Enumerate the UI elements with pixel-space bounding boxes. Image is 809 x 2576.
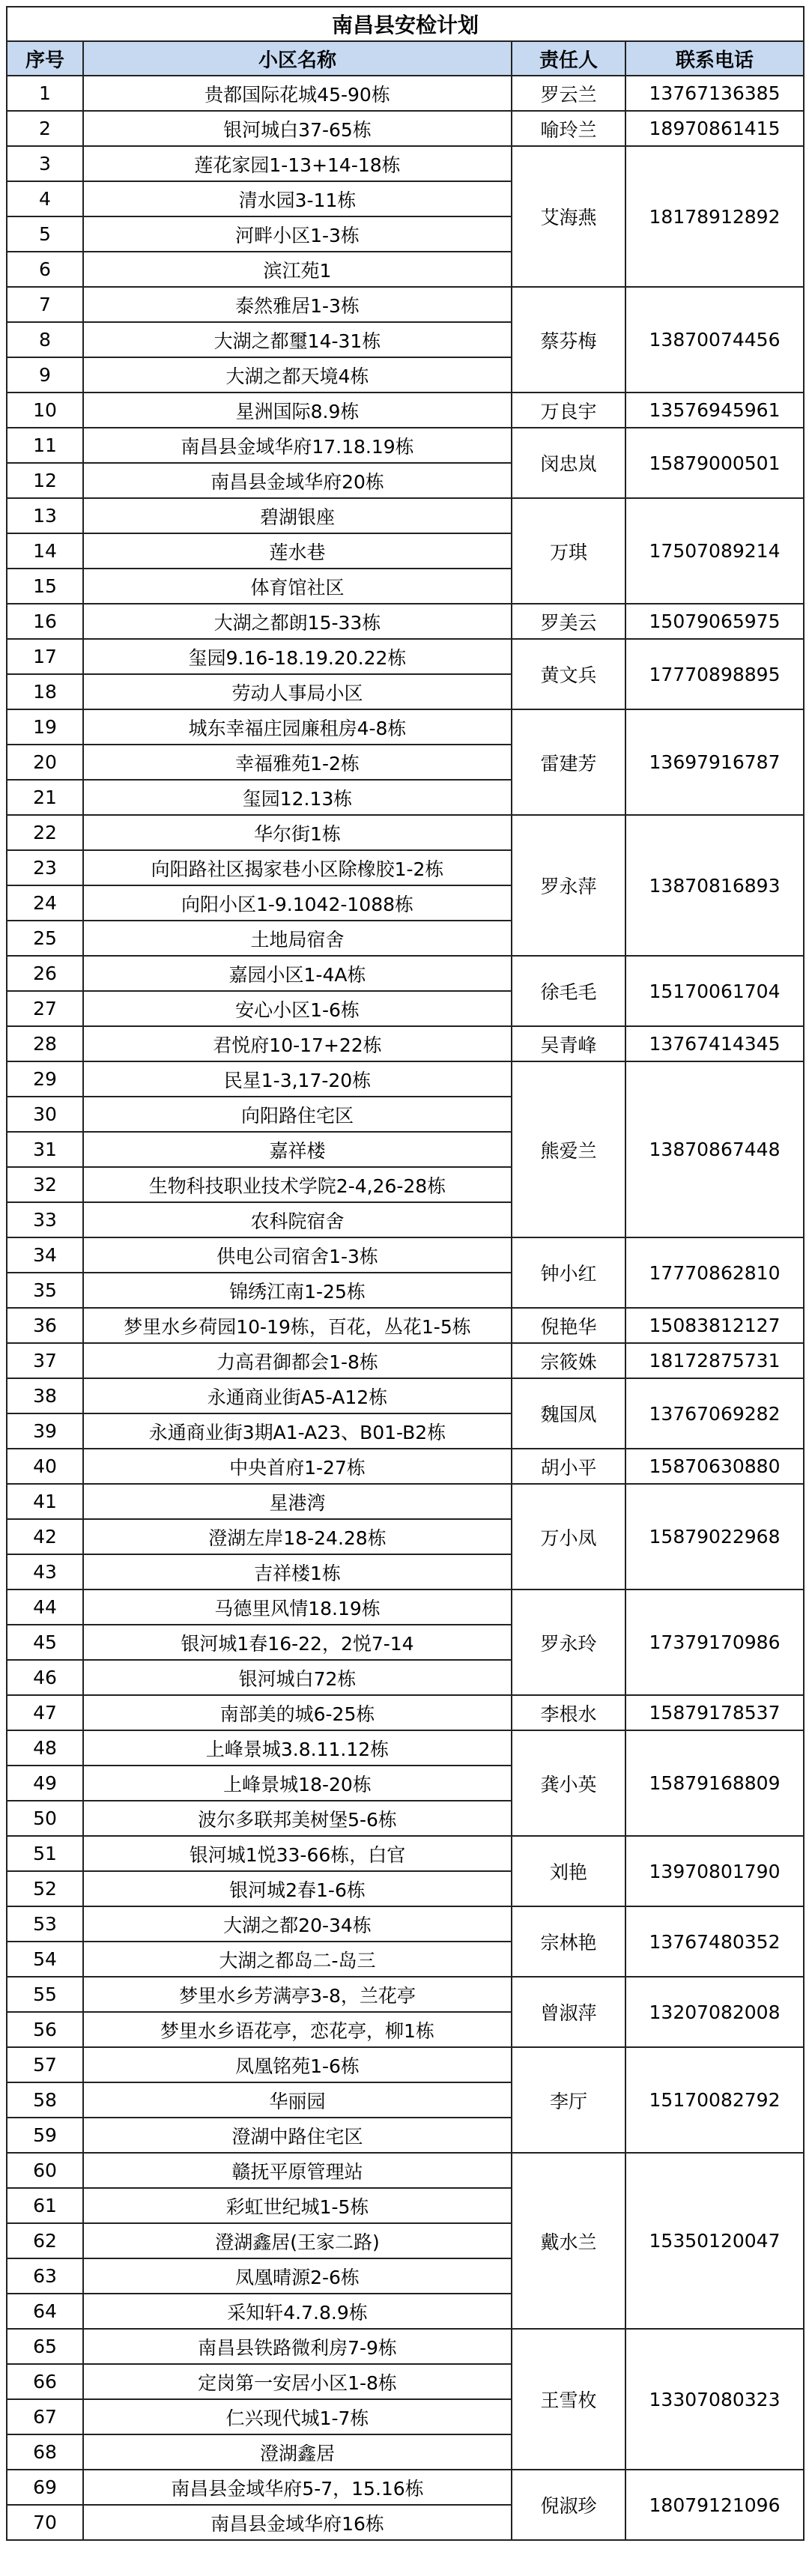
row-index: 30	[7, 1097, 83, 1132]
table-title: 南昌县安检计划	[7, 7, 804, 41]
table-row	[7, 815, 804, 850]
row-index: 18	[7, 674, 83, 709]
row-index: 7	[7, 287, 83, 322]
contact-phone: 13767136385	[625, 76, 804, 111]
contact-phone: 13970801790	[625, 1836, 804, 1906]
row-index: 37	[7, 1343, 83, 1378]
community-name: 马德里风情18.19栋	[83, 1589, 512, 1625]
community-name: 银河城1春16-22，2悦7-14	[83, 1625, 512, 1660]
community-name: 澄湖鑫居(王家二路)	[83, 2223, 512, 2258]
row-index: 43	[7, 1554, 83, 1589]
row-index: 3	[7, 146, 83, 181]
row-index: 28	[7, 1026, 83, 1061]
community-name: 体育馆社区	[83, 569, 512, 604]
header-person: 责任人	[512, 41, 625, 76]
table-row	[7, 2470, 804, 2505]
row-index: 46	[7, 1660, 83, 1695]
community-name: 澄湖左岸18-24.28栋	[83, 1519, 512, 1554]
responsible-person: 王雪枚	[512, 2329, 625, 2470]
responsible-person: 艾海燕	[512, 146, 625, 287]
table-row	[7, 604, 804, 639]
contact-phone: 15879178537	[625, 1695, 804, 1730]
row-index: 5	[7, 216, 83, 252]
table-row	[7, 1449, 804, 1484]
row-index: 49	[7, 1766, 83, 1801]
row-index: 14	[7, 533, 83, 569]
row-index: 24	[7, 885, 83, 921]
schedule-sheet	[6, 6, 803, 2541]
contact-phone: 18178912892	[625, 146, 804, 287]
community-name: 永通商业街3期A1-A23、B01-B2栋	[83, 1413, 512, 1449]
responsible-person: 宗林艳	[512, 1906, 625, 1977]
contact-phone: 15079065975	[625, 604, 804, 639]
community-name: 向阳小区1-9.1042-1088栋	[83, 885, 512, 921]
row-index: 64	[7, 2294, 83, 2329]
table-row	[7, 76, 804, 111]
responsible-person: 倪艳华	[512, 1308, 625, 1343]
row-index: 59	[7, 2118, 83, 2153]
row-index: 45	[7, 1625, 83, 1660]
community-name: 南昌县金域华府16栋	[83, 2505, 512, 2540]
table-row	[7, 393, 804, 428]
row-index: 25	[7, 921, 83, 956]
responsible-person: 罗云兰	[512, 76, 625, 111]
row-index: 58	[7, 2082, 83, 2118]
row-index: 33	[7, 1202, 83, 1237]
contact-phone: 15170082792	[625, 2047, 804, 2153]
community-name: 澄湖中路住宅区	[83, 2118, 512, 2153]
table-row	[7, 1061, 804, 1097]
row-index: 1	[7, 76, 83, 111]
community-name: 向阳路住宅区	[83, 1097, 512, 1132]
responsible-person: 万小凤	[512, 1484, 625, 1589]
contact-phone: 13767069282	[625, 1378, 804, 1449]
responsible-person: 罗永玲	[512, 1589, 625, 1695]
row-index: 69	[7, 2470, 83, 2505]
community-name: 南昌县金域华府5-7，15.16栋	[83, 2470, 512, 2505]
community-name: 银河城白37-65栋	[83, 111, 512, 146]
table-row	[7, 1730, 804, 1766]
table-row	[7, 1906, 804, 1942]
community-name: 碧湖银座	[83, 498, 512, 533]
responsible-person: 雷建芳	[512, 709, 625, 815]
community-name: 上峰景城18-20栋	[83, 1766, 512, 1801]
responsible-person: 龚小英	[512, 1730, 625, 1836]
table-row	[7, 639, 804, 674]
contact-phone: 15083812127	[625, 1308, 804, 1343]
row-index: 39	[7, 1413, 83, 1449]
community-name: 赣抚平原管理站	[83, 2153, 512, 2188]
community-name: 大湖之都20-34栋	[83, 1906, 512, 1942]
row-index: 26	[7, 956, 83, 991]
community-name: 向阳路社区揭家巷小区除橡胶1-2栋	[83, 850, 512, 885]
row-index: 32	[7, 1167, 83, 1202]
row-index: 15	[7, 569, 83, 604]
row-index: 8	[7, 322, 83, 357]
row-index: 54	[7, 1942, 83, 1977]
community-name: 锦绣江南1-25栋	[83, 1273, 512, 1308]
community-name: 梦里水乡荷园10-19栋，百花，丛花1-5栋	[83, 1308, 512, 1343]
row-index: 41	[7, 1484, 83, 1519]
contact-phone: 17770898895	[625, 639, 804, 709]
community-name: 莲花家园1-13+14-18栋	[83, 146, 512, 181]
community-name: 定岗第一安居小区1-8栋	[83, 2364, 512, 2399]
community-name: 滨江苑1	[83, 252, 512, 287]
table-row	[7, 2329, 804, 2364]
table-row	[7, 428, 804, 463]
contact-phone: 13870816893	[625, 815, 804, 956]
row-index: 17	[7, 639, 83, 674]
community-name: 银河城2春1-6栋	[83, 1871, 512, 1906]
table-row	[7, 1695, 804, 1730]
community-name: 银河城1悦33-66栋，白官	[83, 1836, 512, 1871]
community-name: 永通商业街A5-A12栋	[83, 1378, 512, 1413]
row-index: 9	[7, 357, 83, 393]
responsible-person: 罗永萍	[512, 815, 625, 956]
row-index: 10	[7, 393, 83, 428]
table-row	[7, 2153, 804, 2188]
contact-phone: 13697916787	[625, 709, 804, 815]
responsible-person: 喻玲兰	[512, 111, 625, 146]
contact-phone: 13767480352	[625, 1906, 804, 1977]
header-community: 小区名称	[83, 41, 512, 76]
row-index: 36	[7, 1308, 83, 1343]
table-row	[7, 1836, 804, 1871]
row-index: 38	[7, 1378, 83, 1413]
responsible-person: 曾淑萍	[512, 1977, 625, 2047]
contact-phone: 13870867448	[625, 1061, 804, 1237]
contact-phone: 18172875731	[625, 1343, 804, 1378]
community-name: 凤凰晴源2-6栋	[83, 2258, 512, 2294]
contact-phone: 15350120047	[625, 2153, 804, 2329]
community-name: 南昌县铁路微利房7-9栋	[83, 2329, 512, 2364]
row-index: 29	[7, 1061, 83, 1097]
community-name: 彩虹世纪城1-5栋	[83, 2188, 512, 2223]
contact-phone: 15879168809	[625, 1730, 804, 1836]
row-index: 42	[7, 1519, 83, 1554]
responsible-person: 宗筱姝	[512, 1343, 625, 1378]
row-index: 44	[7, 1589, 83, 1625]
community-name: 力高君御都会1-8栋	[83, 1343, 512, 1378]
community-name: 吉祥楼1栋	[83, 1554, 512, 1589]
community-name: 南昌县金域华府17.18.19栋	[83, 428, 512, 463]
responsible-person: 蔡芬梅	[512, 287, 625, 393]
row-index: 65	[7, 2329, 83, 2364]
table-row	[7, 1378, 804, 1413]
community-name: 河畔小区1-3栋	[83, 216, 512, 252]
row-index: 61	[7, 2188, 83, 2223]
table-row	[7, 1977, 804, 2012]
row-index: 50	[7, 1801, 83, 1836]
community-name: 星洲国际8.9栋	[83, 393, 512, 428]
responsible-person: 李厅	[512, 2047, 625, 2153]
community-name: 上峰景城3.8.11.12栋	[83, 1730, 512, 1766]
community-name: 嘉祥楼	[83, 1132, 512, 1167]
row-index: 51	[7, 1836, 83, 1871]
community-name: 城东幸福庄园廉租房4-8栋	[83, 709, 512, 745]
community-name: 贵都国际花城45-90栋	[83, 76, 512, 111]
contact-phone: 17507089214	[625, 498, 804, 604]
row-index: 19	[7, 709, 83, 745]
community-name: 梦里水乡芳满亭3-8，兰花亭	[83, 1977, 512, 2012]
table-row	[7, 1484, 804, 1519]
responsible-person: 万琪	[512, 498, 625, 604]
table-row	[7, 1589, 804, 1625]
row-index: 27	[7, 991, 83, 1026]
table-row	[7, 956, 804, 991]
community-name: 澄湖鑫居	[83, 2434, 512, 2470]
table-body	[7, 76, 804, 2540]
community-name: 农科院宿舍	[83, 1202, 512, 1237]
responsible-person: 戴水兰	[512, 2153, 625, 2329]
table-row	[7, 287, 804, 322]
community-name: 星港湾	[83, 1484, 512, 1519]
community-name: 华丽园	[83, 2082, 512, 2118]
row-index: 66	[7, 2364, 83, 2399]
row-index: 60	[7, 2153, 83, 2188]
responsible-person: 闵忠岚	[512, 428, 625, 498]
contact-phone: 15879022968	[625, 1484, 804, 1589]
contact-phone: 18079121096	[625, 2470, 804, 2540]
row-index: 12	[7, 463, 83, 498]
community-name: 中央首府1-27栋	[83, 1449, 512, 1484]
community-name: 华尔街1栋	[83, 815, 512, 850]
table-row	[7, 1026, 804, 1061]
row-index: 67	[7, 2399, 83, 2434]
contact-phone: 15170061704	[625, 956, 804, 1026]
contact-phone: 15879000501	[625, 428, 804, 498]
responsible-person: 钟小红	[512, 1237, 625, 1308]
community-name: 安心小区1-6栋	[83, 991, 512, 1026]
community-name: 仁兴现代城1-7栋	[83, 2399, 512, 2434]
row-index: 62	[7, 2223, 83, 2258]
community-name: 民星1-3,17-20栋	[83, 1061, 512, 1097]
responsible-person: 倪淑珍	[512, 2470, 625, 2540]
row-index: 22	[7, 815, 83, 850]
table-row	[7, 1308, 804, 1343]
row-index: 70	[7, 2505, 83, 2540]
responsible-person: 罗美云	[512, 604, 625, 639]
row-index: 21	[7, 780, 83, 815]
row-index: 48	[7, 1730, 83, 1766]
row-index: 34	[7, 1237, 83, 1273]
community-name: 玺园9.16-18.19.20.22栋	[83, 639, 512, 674]
community-name: 采知轩4.7.8.9栋	[83, 2294, 512, 2329]
community-name: 生物科技职业技术学院2-4,26-28栋	[83, 1167, 512, 1202]
community-name: 幸福雅苑1-2栋	[83, 745, 512, 780]
community-name: 玺园12.13栋	[83, 780, 512, 815]
row-index: 23	[7, 850, 83, 885]
responsible-person: 吴青峰	[512, 1026, 625, 1061]
row-index: 31	[7, 1132, 83, 1167]
contact-phone: 13307080323	[625, 2329, 804, 2470]
table-row	[7, 111, 804, 146]
row-index: 35	[7, 1273, 83, 1308]
community-name: 嘉园小区1-4A栋	[83, 956, 512, 991]
responsible-person: 徐毛毛	[512, 956, 625, 1026]
table-row	[7, 1237, 804, 1273]
row-index: 68	[7, 2434, 83, 2470]
responsible-person: 黄文兵	[512, 639, 625, 709]
contact-phone: 15870630880	[625, 1449, 804, 1484]
community-name: 梦里水乡语花亭，恋花亭，柳1栋	[83, 2012, 512, 2047]
header-index: 序号	[7, 41, 83, 76]
responsible-person: 胡小平	[512, 1449, 625, 1484]
row-index: 40	[7, 1449, 83, 1484]
community-name: 南昌县金域华府20栋	[83, 463, 512, 498]
responsible-person: 熊爱兰	[512, 1061, 625, 1237]
contact-phone: 13576945961	[625, 393, 804, 428]
row-index: 16	[7, 604, 83, 639]
community-name: 劳动人事局小区	[83, 674, 512, 709]
table-row	[7, 1343, 804, 1378]
community-name: 大湖之都璽14-31栋	[83, 322, 512, 357]
row-index: 2	[7, 111, 83, 146]
community-name: 君悦府10-17+22栋	[83, 1026, 512, 1061]
community-name: 南部美的城6-25栋	[83, 1695, 512, 1730]
header-phone: 联系电话	[625, 41, 804, 76]
header-row	[7, 41, 804, 76]
responsible-person: 李根水	[512, 1695, 625, 1730]
table-row	[7, 709, 804, 745]
row-index: 13	[7, 498, 83, 533]
community-name: 大湖之都岛二-岛三	[83, 1942, 512, 1977]
row-index: 52	[7, 1871, 83, 1906]
contact-phone: 18970861415	[625, 111, 804, 146]
inspection-table	[6, 6, 805, 2541]
community-name: 大湖之都天境4栋	[83, 357, 512, 393]
community-name: 凤凰铭苑1-6栋	[83, 2047, 512, 2082]
row-index: 47	[7, 1695, 83, 1730]
row-index: 55	[7, 1977, 83, 2012]
row-index: 63	[7, 2258, 83, 2294]
contact-phone: 17770862810	[625, 1237, 804, 1308]
row-index: 53	[7, 1906, 83, 1942]
community-name: 泰然雅居1-3栋	[83, 287, 512, 322]
contact-phone: 13870074456	[625, 287, 804, 393]
row-index: 6	[7, 252, 83, 287]
responsible-person: 魏国凤	[512, 1378, 625, 1449]
table-row	[7, 498, 804, 533]
table-row	[7, 146, 804, 181]
community-name: 波尔多联邦美树堡5-6栋	[83, 1801, 512, 1836]
contact-phone: 13767414345	[625, 1026, 804, 1061]
community-name: 银河城白72栋	[83, 1660, 512, 1695]
responsible-person: 刘艳	[512, 1836, 625, 1906]
table-row	[7, 2047, 804, 2082]
community-name: 清水园3-11栋	[83, 181, 512, 216]
community-name: 土地局宿舍	[83, 921, 512, 956]
row-index: 57	[7, 2047, 83, 2082]
row-index: 20	[7, 745, 83, 780]
community-name: 供电公司宿舍1-3栋	[83, 1237, 512, 1273]
row-index: 11	[7, 428, 83, 463]
community-name: 莲水巷	[83, 533, 512, 569]
row-index: 4	[7, 181, 83, 216]
row-index: 56	[7, 2012, 83, 2047]
contact-phone: 13207082008	[625, 1977, 804, 2047]
contact-phone: 17379170986	[625, 1589, 804, 1695]
responsible-person: 万良宇	[512, 393, 625, 428]
community-name: 大湖之都朗15-33栋	[83, 604, 512, 639]
